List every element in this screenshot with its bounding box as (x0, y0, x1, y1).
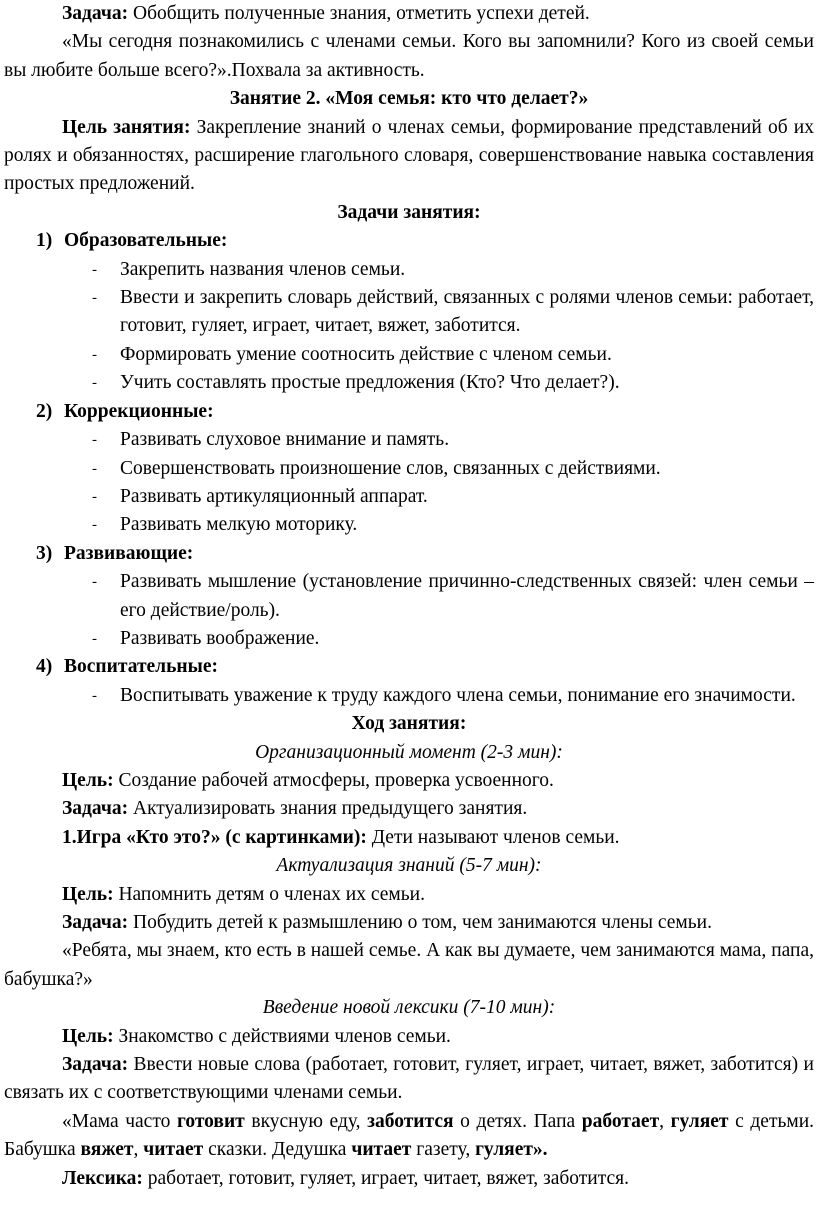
list-item: - Совершенствовать произношение слов, связанных с действиями. (120, 455, 814, 483)
list-item: - Воспитывать уважение к труду каждого члена семьи, понимание его значимости. (120, 682, 814, 710)
list-item: - Формировать умение соотносить действие с членом семьи. (120, 341, 814, 369)
course-title: Ход занятия: (351, 713, 467, 735)
actual-goal: Цель: Напомнить детям о членах их семьи. (62, 883, 425, 905)
intro-task: Задача: Обобщить полученные знания, отметить успехи детей. (62, 3, 590, 24)
tasks-title: Задачи занятия: (337, 201, 481, 223)
list-item: - Развивать мелкую моторику. (120, 511, 814, 539)
actual-quote: «Ребята, мы знаем, кто есть в нашей семье. А как вы думаете, чем занимаются мама, папа, бабушка?» (4, 940, 814, 990)
section-2: 2) Коррекционные: - Развивать слуховое внимание и память. - Совершенствовать произношение слов, связанных с действиями. - Развивать артикуляционный аппарат. - Развивать мелкую моторику. (4, 398, 814, 540)
section-3: 3) Развивающие: - Развивать мышление (установление причинно-следственных связей: член семьи – его действие/роль). - Развивать воображение. (4, 540, 814, 654)
section-title: Воспитательные: (64, 656, 219, 678)
section-list (4, 568, 814, 653)
list-item: - Закрепить названия членов семьи. (120, 256, 814, 284)
section-list (4, 682, 814, 710)
list-item: - Ввести и закрепить словарь действий, связанных с ролями членов семьи: работает, готовит, гуляет, играет, читает, вяжет, заботится. (120, 284, 814, 341)
vocab-lexicon: Лексика: работает, готовит, гуляет, играет, читает, вяжет, заботится. (62, 1167, 629, 1189)
org-game: 1.Игра «Кто это?» (с картинками): Дети называют членов семьи. (62, 826, 620, 848)
vocab-task: Задача: Ввести новые слова (работает, готовит, гуляет, играет, читает, вяжет, заботится) и связать их с соответствующими членами семьи. (4, 1054, 814, 1104)
section-title: Образовательные: (64, 230, 228, 252)
list-item: - Развивать мышление (установление причинно-следственных связей: член семьи – его действие/роль). (120, 568, 814, 625)
list-item: - Учить составлять простые предложения (Кто? Что делает?). (120, 369, 814, 397)
list-item: - Развивать слуховое внимание и память. (120, 426, 814, 454)
section-title: Коррекционные: (64, 400, 214, 422)
vocab-story: «Мама часто готовит вкусную еду, заботится о детях. Папа работает, гуляет с детьми. Бабушка вяжет, читает сказки. Дедушка читает газету, гуляет». (4, 1110, 815, 1161)
vocab-goal: Цель: Знакомство с действиями членов семьи. (62, 1025, 451, 1047)
org-goal: Цель: Создание рабочей атмосферы, проверка усвоенного. (62, 769, 554, 791)
section-title: Развивающие: (64, 542, 194, 564)
lesson-goal: Цель занятия: Закрепление знаний о членах семьи, формирование представлений об их ролях и обязанностях, расширение глагольного словаря, совершенствование навыка составления простых предложений. (4, 116, 814, 195)
section-4: 4) Воспитательные: - Воспитывать уважение к труду каждого члена семьи, понимание его значимости. (4, 653, 814, 710)
section-1: 1) Образовательные: - Закрепить названия членов семьи. - Ввести и закрепить словарь действий, связанных с ролями членов семьи: работает, готовит, гуляет, играет, читает, вяжет, заботится. - Формировать умение соотносить действие с членом семьи. - Учить составлять простые предложения (Кто? Что делает?). (4, 227, 814, 397)
section-list (4, 256, 814, 398)
org-task: Задача: Актуализировать знания предыдущего занятия. (62, 798, 528, 820)
list-item: - Развивать артикуляционный аппарат. (120, 483, 814, 511)
actual-heading: Актуализация знаний (5-7 мин): (276, 855, 542, 877)
actual-task: Задача: Побудить детей к размышлению о том, чем занимаются члены семьи. (62, 912, 712, 933)
org-heading: Организационный момент (2-3 мин): (255, 741, 563, 763)
list-item: - Развивать воображение. (120, 625, 814, 653)
section-list (4, 426, 814, 540)
vocab-heading: Введение новой лексики (7-10 мин): (262, 997, 556, 1019)
lesson-title: Занятие 2. «Моя семья: кто что делает?» (229, 88, 589, 110)
intro-quote: «Мы сегодня познакомились с членами семьи. Кого вы запомнили? Кого из своей семьи вы любите больше всего?».Похвала за активность. (4, 31, 814, 81)
